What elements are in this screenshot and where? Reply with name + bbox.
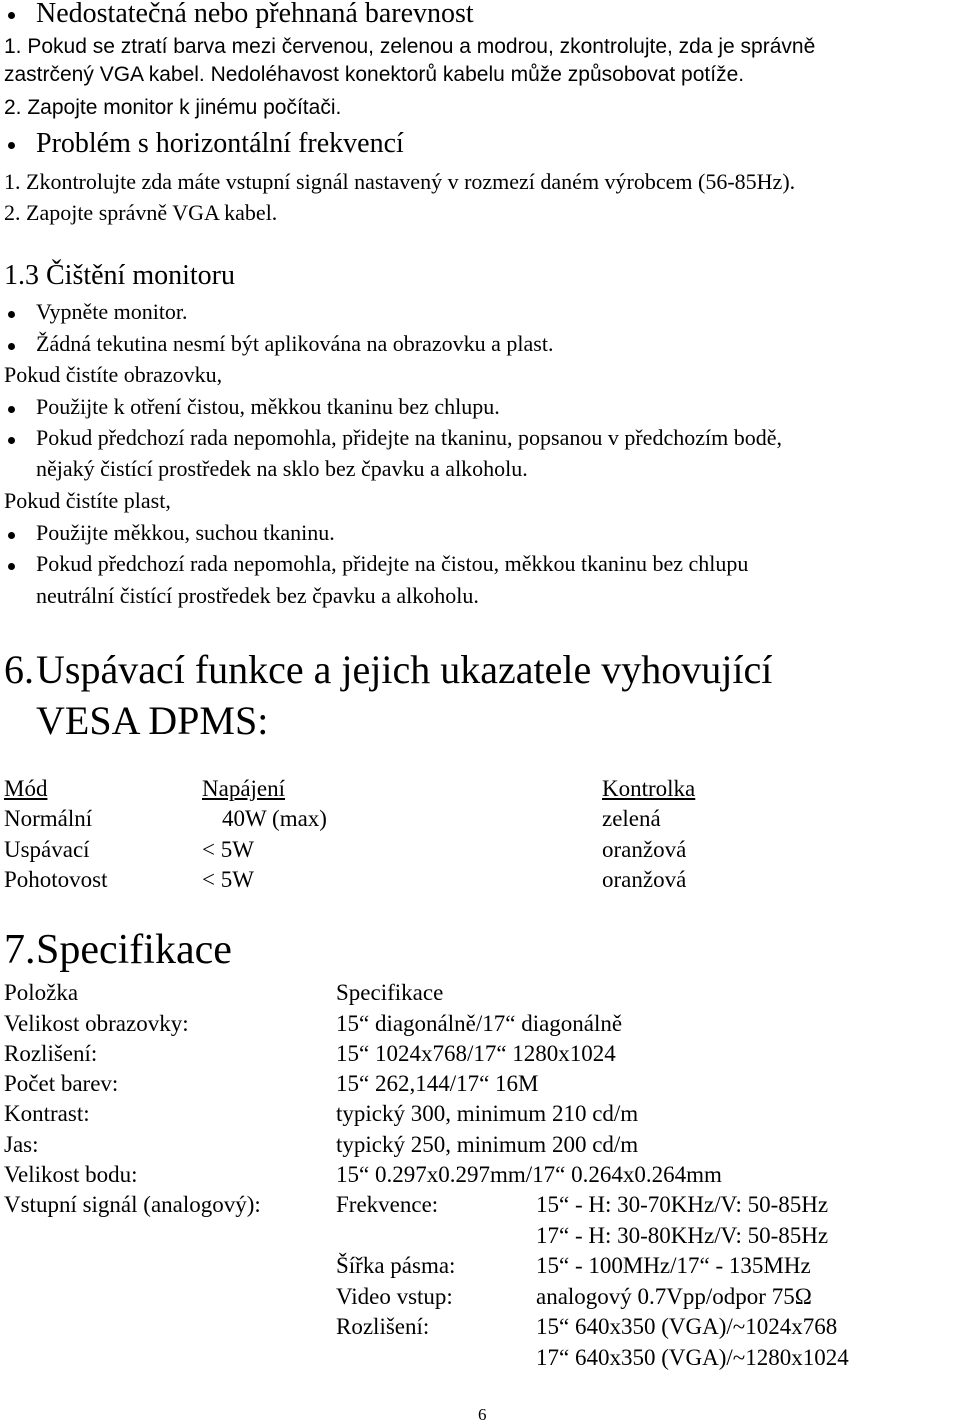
bullet-icon [8,12,15,19]
text-line: Pokud čistíte plast, [4,488,171,513]
bullet-heading: Problém s horizontální frekvencí [36,128,404,159]
spec-label: Velikost obrazovky: [4,1011,189,1036]
spec-value: 15“ - 100MHz/17“ - 135MHz [536,1253,811,1278]
list-item-continued: nějaký čistící prostředek na sklo bez čpavku a alkoholu. [36,456,528,481]
spec-value: typický 300, minimum 210 cd/m [336,1101,639,1126]
table-cell: Normální [4,806,93,831]
list-item: Žádná tekutina nesmí být aplikována na obrazovku a plast. [36,331,554,356]
spec-label: Počet barev: [4,1071,119,1096]
text-line: 2. Zapojte monitor k jinému počítači. [4,96,342,119]
table-cell: Uspávací [4,837,90,862]
list-item: Použijte měkkou, suchou tkaninu. [36,520,335,545]
section-heading: Uspávací funkce a jejich ukazatele vyhovující [36,647,773,692]
bullet-heading: Nedostatečná nebo přehnaná barevnost [36,0,474,29]
list-item-continued: neutrální čistící prostředek bez čpavku a alkoholu. [36,583,479,608]
table-cell: 40W (max) [222,806,327,831]
list-item: Pokud předchozí rada nepomohla, přidejte na čistou, měkkou tkaninu bez chlupu [36,551,749,576]
text-line: zastrčený VGA kabel. Nedoléhavost konektorů kabelu může způsobovat potíže. [4,63,745,86]
table-cell: zelená [602,806,661,831]
table-cell: oranžová [602,867,687,892]
table-header-indicator: Kontrolka [602,776,696,801]
section-number: 7. [4,927,36,973]
spec-value: 15“ - H: 30-70KHz/V: 50-85Hz [536,1192,829,1217]
spec-sublabel: Frekvence: [336,1192,439,1217]
section-number: 6. [4,647,34,692]
spec-label: Rozlišení: [4,1041,98,1066]
spec-label: Kontrast: [4,1101,90,1126]
spec-value: 15“ 640x350 (VGA)/~1024x768 [536,1314,838,1339]
bullet-icon [8,532,15,539]
section-heading: Specifikace [36,927,232,973]
spec-value: 17“ - H: 30-80KHz/V: 50-85Hz [536,1223,829,1248]
list-item: Pokud předchozí rada nepomohla, přidejte na tkaninu, popsanou v předchozím bodě, [36,425,782,450]
bullet-icon [8,406,15,413]
spec-label: Jas: [4,1132,39,1157]
table-cell: < 5W [202,837,254,862]
spec-value: 15“ 1024x768/17“ 1280x1024 [336,1041,616,1066]
text-line: 1. Zkontrolujte zda máte vstupní signál nastavený v rozmezí daném výrobcem (56-85Hz). [4,169,796,194]
spec-sublabel: Šířka pásma: [336,1253,456,1278]
spec-value: typický 250, minimum 200 cd/m [336,1132,639,1157]
spec-value: 15“ diagonálně/17“ diagonálně [336,1011,623,1036]
spec-sublabel: Rozlišení: [336,1314,430,1339]
section-heading-continued: VESA DPMS: [36,698,269,743]
spec-sublabel: Video vstup: [336,1284,453,1309]
spec-label: Vstupní signál (analogový): [4,1192,261,1217]
bullet-icon [8,437,15,444]
spec-header-value: Specifikace [336,980,444,1005]
table-header-power: Napájení [202,776,286,801]
bullet-icon [8,563,15,570]
text-line: 2. Zapojte správně VGA kabel. [4,200,278,225]
spec-label: Velikost bodu: [4,1162,138,1187]
bullet-icon [8,311,15,318]
bullet-icon [8,343,15,350]
text-line: Pokud čistíte obrazovku, [4,362,223,387]
spec-header-item: Položka [4,980,79,1005]
section-heading: 1.3 Čištění monitoru [4,260,235,291]
spec-value: 17“ 640x350 (VGA)/~1280x1024 [536,1345,849,1370]
spec-value: 15“ 262,144/17“ 16M [336,1071,539,1096]
table-header-mode: Mód [4,776,48,801]
table-cell: oranžová [602,837,687,862]
table-cell: < 5W [202,867,254,892]
text-line: 1. Pokud se ztratí barva mezi červenou, zelenou a modrou, zkontrolujte, zda je správně [4,35,816,58]
spec-value: 15“ 0.297x0.297mm/17“ 0.264x0.264mm [336,1162,722,1187]
table-cell: Pohotovost [4,867,108,892]
bullet-icon [8,142,15,149]
list-item: Vypněte monitor. [36,299,188,324]
page-number: 6 [478,1405,487,1424]
list-item: Použijte k otření čistou, měkkou tkaninu bez chlupu. [36,394,500,419]
spec-value: analogový 0.7Vpp/odpor 75Ω [536,1284,812,1309]
